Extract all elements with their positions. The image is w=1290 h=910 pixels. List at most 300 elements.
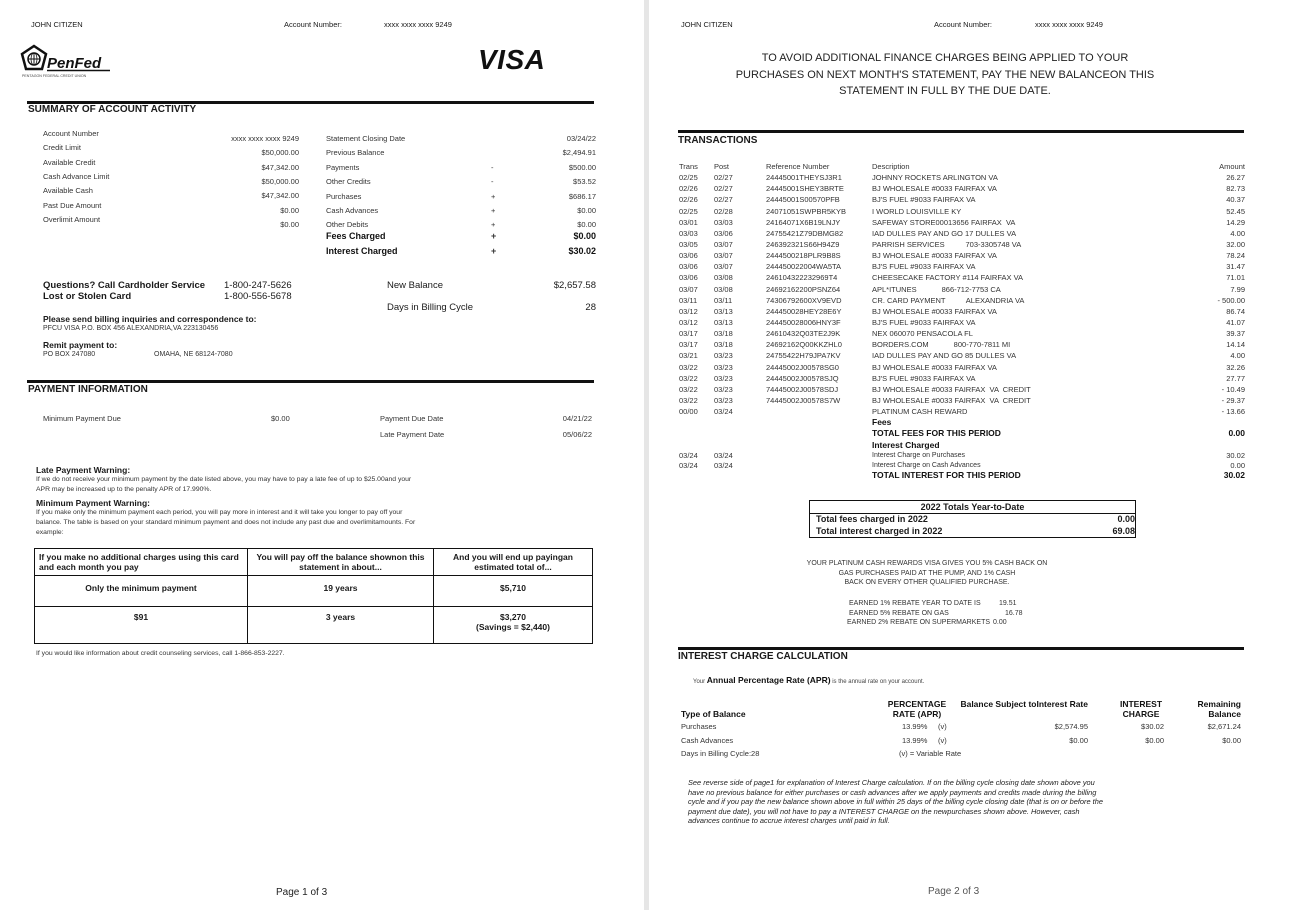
days-note: Days in Billing Cycle:28 [681,749,760,758]
summary-label: Other Debits [326,220,369,229]
page-number: Page 1 of 3 [276,887,328,898]
trans-date: 03/22 [679,395,698,405]
minimum-payment-table [34,548,593,644]
trans-date: 03/24 [679,450,698,460]
post-date: 03/06 [714,228,733,238]
statement-page-1 [0,0,644,910]
ytd-interest-row [810,526,1135,538]
post-date: 03/24 [714,407,733,417]
summary-value: $500.00 [568,163,596,172]
amount: 82.73 [1226,184,1245,194]
interest-charge: $0.00 [1145,736,1164,745]
trans-date: 03/07 [679,284,698,294]
summary-value: $0.00 [577,220,596,229]
description: IAD DULLES PAY AND GO 85 DULLES VA [872,351,1017,361]
notice-line: STATEMENT IN FULL BY THE DUE DATE. [839,85,1051,97]
summary-value: $50,000.00 [261,148,299,157]
rebate-value: 0.00 [993,619,1007,626]
new-balance-label: New Balance [387,280,443,291]
amount: 32.26 [1226,362,1245,372]
amount: 39.37 [1226,329,1245,339]
amount: - 500.00 [1217,295,1245,305]
table-cell: $5,710 [434,576,593,607]
description: BORDERS.COM 800-770-7811 MI [872,340,1011,350]
amount: 14.14 [1226,340,1245,350]
balance-type: Cash Advances [681,736,734,745]
transaction-row [679,306,1245,317]
interest-row [679,451,1245,461]
section-rule [27,380,594,383]
column-header: PERCENTAGE RATE (APR) [887,699,947,719]
penfed-logo [20,44,112,80]
post-date: 03/13 [714,317,733,327]
post-date: 03/24 [714,450,733,460]
ytd-fees-label: Total fees charged in 2022 [816,514,928,524]
post-date: 03/08 [714,273,733,283]
description: PARRISH SERVICES 703-3305748 VA [872,239,1022,249]
description: APL*ITUNES 866-712-7753 CA [872,284,1001,294]
summary-value: 03/24/22 [566,134,596,143]
customer-name: JOHN CITIZEN [31,20,83,29]
late-date-value: 05/06/22 [562,430,592,439]
table-cell [434,607,593,644]
reference-number: 24755422H79JPA7KV [766,351,841,361]
transaction-row [679,284,1245,295]
transaction-row [679,206,1245,217]
summary-value: $47,342.00 [261,163,299,172]
amount: - 10.49 [1221,384,1245,394]
amount: 86.74 [1226,306,1245,316]
transaction-row [679,362,1245,373]
disclaimer-line: have no previous balance for either purchases or cash advances after we apply payments and credits made during the billing [688,787,1097,797]
reference-number: 24445001S00570PFB [766,195,840,205]
fees-heading: Fees [872,417,892,428]
post-date: 03/07 [714,262,733,272]
trans-date: 02/25 [679,206,698,216]
column-header: Post [714,162,730,171]
column-header: Balance Subject toInterest Rate [960,699,1088,709]
due-date-label: Payment Due Date [380,414,444,423]
description: IAD DULLES PAY AND GO 17 DULLES VA [872,228,1017,238]
description: BJ'S FUEL #9033 FAIRFAX VA [872,373,976,383]
rewards-line: BACK ON EVERY OTHER QUALIFIED PURCHASE. [844,579,1010,586]
remaining-balance: $0.00 [1222,736,1241,745]
reference-number: 24445001SHEY3BRTE [766,184,844,194]
late-warning-text: If we do not receive your minimum payment by the date listed above, you may have to pay a late fee of up to $25.00and your [36,476,412,483]
apr-prefix: Your [693,679,706,685]
summary-value: $53.52 [573,177,596,186]
column-header: Description [872,162,910,171]
description: I WORLD LOUISVILLE KY [872,206,962,216]
amount: 31.47 [1226,262,1245,272]
reference-number: 246104322232969T4 [766,273,838,283]
svg-text:PENTAGON FEDERAL CREDIT UNION: PENTAGON FEDERAL CREDIT UNION [22,74,87,78]
late-date-label: Late Payment Date [380,430,445,439]
table-header: If you make no additional charges using this card and each month you pay [35,549,248,576]
transaction-row [679,395,1245,406]
remaining-balance: $2,671.24 [1207,722,1241,731]
payment-info-title: PAYMENT INFORMATION [28,384,148,395]
transaction-row [679,250,1245,261]
questions-label: Questions? Call Cardholder Service [43,280,206,291]
interest-heading: Interest Charged [872,439,940,450]
transaction-row [679,328,1245,339]
post-date: 03/08 [714,284,733,294]
variable-flag: (v) [938,736,947,745]
rebate-row [849,599,1023,609]
reference-number: 74306792600XV9EVD [766,295,842,305]
total-fees-row [679,428,1245,439]
table-row [35,607,593,644]
description: CR. CARD PAYMENT ALEXANDRIA VA [872,295,1025,305]
amount: 26.27 [1226,173,1245,183]
summary-value: $0.00 [280,206,299,215]
finance-charge-notice [649,50,1241,100]
summary-label: Available Credit [43,158,96,167]
account-number-value: xxxx xxxx xxxx 9249 [1035,20,1103,29]
transactions-title: TRANSACTIONS [678,135,758,146]
reference-number: 24692162Q00KKZHL0 [766,340,842,350]
apr-value: 13.99% [902,736,928,745]
description: CHEESECAKE FACTORY #114 FAIRFAX VA [872,273,1024,283]
due-date-value: 04/21/22 [562,414,592,423]
statement-page-2 [649,0,1290,910]
reference-number: 24164071X6B19LNJY [766,217,841,227]
post-date: 03/07 [714,239,733,249]
trans-date: 03/05 [679,239,698,249]
trans-date: 03/11 [679,295,698,305]
transaction-row [679,295,1245,306]
amount: 78.24 [1226,251,1245,261]
summary-label: Purchases [326,192,362,201]
summary-sign: - [491,177,494,186]
amount: 30.02 [1226,450,1245,460]
description: BJ WHOLESALE #0033 FAIRFAX VA [872,306,997,316]
summary-label: Account Number [43,129,99,138]
transaction-row [679,272,1245,283]
fees-charged-value: $0.00 [573,231,596,241]
description: BJ WHOLESALE #0033 FAIRFAX VA [872,362,997,372]
column-header: Remaining Balance [1197,699,1241,719]
trans-date: 03/01 [679,217,698,227]
days-billing-value: 28 [585,302,596,313]
summary-sign: - [491,163,494,172]
description: BJ'S FUEL #9033 FAIRFAX VA [872,195,976,205]
counseling-note: If you would like information about credit counseling services, call 1-866-853-2227. [36,650,285,657]
total-interest-row [679,470,1245,480]
transaction-row [679,384,1245,395]
column-header: INTEREST CHARGE [1119,699,1163,719]
min-warning-text: example: [36,529,64,536]
new-balance-value: $2,657.58 [553,280,596,291]
account-number-label: Account Number: [934,20,992,29]
summary-value: $686.17 [568,192,596,201]
trans-date: 03/22 [679,384,698,394]
lost-card-phone[interactable]: 1-800-556-5678 [224,291,292,302]
description: SAFEWAY STORE00013656 FAIRFAX VA [872,217,1016,227]
summary-label: Cash Advance Limit [43,172,110,181]
amount: 4.00 [1230,351,1245,361]
apr-value: 13.99% [902,722,928,731]
ytd-totals-box [809,500,1136,538]
fees-heading-row [679,417,1245,428]
transaction-row [679,373,1245,384]
post-date: 03/03 [714,217,733,227]
account-number-label: Account Number: [284,20,342,29]
transaction-row [679,239,1245,250]
amount: 41.07 [1226,317,1245,327]
disclaimer-line: See reverse side of page1 for explanation of Interest Charge calculation. If on the billing cycle closing date shown above you [688,778,1095,787]
apr-suffix: is the annual rate on your account. [832,679,925,685]
ytd-title: 2022 Totals Year-to-Date [810,501,1135,514]
reference-number: 2444500218PLR9B8S [766,251,841,261]
summary-value: $50,000.00 [261,177,299,186]
apr-bold: Annual Percentage Rate (APR) [706,675,831,685]
ytd-interest-label: Total interest charged in 2022 [816,525,943,536]
interest-charge: $30.02 [1141,722,1164,731]
column-header: Type of Balance [681,709,746,719]
post-date: 03/18 [714,329,733,339]
description: Interest Charge on Cash Advances [872,461,981,469]
remit-city: OMAHA, NE 68124-7080 [154,351,233,358]
trans-date: 03/12 [679,306,698,316]
post-date: 03/24 [714,460,733,470]
reference-number: 74445002J00578S7W [766,395,841,405]
reference-number: 24445002J00578SJQ [766,373,839,383]
reference-number: 24610432Q03TE2J9K [766,329,841,339]
post-date: 03/23 [714,384,733,394]
post-date: 03/11 [714,295,733,305]
interest-heading-row [679,440,1245,451]
description: BJ WHOLESALE #0033 FAIRFAX VA CREDIT [872,395,1031,405]
summary-title: SUMMARY OF ACCOUNT ACTIVITY [28,104,197,115]
amount: 32.00 [1226,239,1245,249]
variable-rate-note: (v) = Variable Rate [899,749,962,758]
reference-number: 24692162200PSNZ64 [766,284,841,294]
amount: - 13.66 [1221,407,1245,417]
min-warning-title: Minimum Payment Warning: [36,498,150,508]
description: Interest Charge on Purchases [872,451,965,459]
description: BJ'S FUEL #9033 FAIRFAX VA [872,317,976,327]
rebate-row [849,609,1023,619]
column-header: Reference Number [766,162,830,171]
fees-charged-label: Fees Charged [326,231,386,241]
amount: - 29.37 [1221,395,1245,405]
apr-note [693,675,924,685]
reference-number: 244450022004WA5TA [766,262,842,272]
trans-date: 03/21 [679,351,698,361]
amount: 52.45 [1226,206,1245,216]
table-header-row [35,549,593,576]
remit-box: PO BOX 247080 [43,351,96,358]
customer-name: JOHN CITIZEN [681,20,733,29]
rewards-line: GAS PURCHASES PAID AT THE PUMP, AND 1% CASH [838,569,1016,577]
min-warning-text: balance. The table is based on your standard minimum payment and does not include any past due and overlimitamounts. For [36,519,416,526]
rebate-label: EARNED 1% REBATE YEAR TO DATE IS [849,600,981,607]
rewards-line: YOUR PLATINUM CASH REWARDS VISA GIVES YOU 5% CASH BACK ON [806,560,1048,567]
reference-number: 24755421Z79DBMG82 [766,228,844,238]
total-fees-value: 0.00 [1228,428,1245,439]
summary-sign: + [491,192,496,201]
summary-value: $0.00 [577,206,596,215]
table-row [35,576,593,607]
disclaimer-line: advances continue to accrue interest charges until paid in full. [688,816,890,826]
post-date: 02/28 [714,206,733,216]
savings-value: (Savings = $2,440) [476,622,550,632]
description: JOHNNY ROCKETS ARLINGTON VA [872,173,998,183]
amount: 4.00 [1230,228,1245,238]
post-date: 03/23 [714,395,733,405]
rebate-value: 16.78 [1005,609,1023,617]
trans-date: 00/00 [679,407,698,417]
subject-balance: $0.00 [1069,736,1088,745]
days-billing-label: Days in Billing Cycle [387,302,474,313]
interest-charged-label: Interest Charged [326,246,398,256]
description: BJ'S FUEL #9033 FAIRFAX VA [872,262,976,272]
subject-balance: $2,574.95 [1054,722,1088,731]
trans-date: 03/22 [679,362,698,372]
amount: 27.77 [1226,373,1245,383]
summary-value: xxxx xxxx xxxx 9249 [231,134,299,143]
amount: 0.00 [1230,460,1245,470]
min-warning-text: If you make only the minimum payment each period, you will pay more in interest and it will take you longer to pay off your [36,509,403,516]
reference-number: 74445002J00578SDJ [766,384,839,394]
notice-line: PURCHASES ON NEXT MONTH'S STATEMENT, PAY THE NEW BALANCEON THIS [735,68,1155,81]
rebate-label: EARNED 2% REBATE ON SUPERMARKETS [847,619,991,626]
trans-date: 02/26 [679,195,698,205]
table-cell: 3 years [248,607,434,644]
notice-line: TO AVOID ADDITIONAL FINANCE CHARGES BEING APPLIED TO YOUR [761,52,1129,64]
rewards-message [779,559,1075,588]
account-number-value: xxxx xxxx xxxx 9249 [384,20,452,29]
column-header: Amount [1219,162,1245,171]
reference-number: 244450028006HNY3F [766,317,841,327]
table-cell: 19 years [248,576,434,607]
total-interest-label: TOTAL INTEREST FOR THIS PERIOD [872,469,1021,480]
late-warning-text: APR may be increased up to the penalty APR of 17.990%. [36,486,212,493]
column-header: Trans [679,162,698,171]
description: NEX 060070 PENSACOLA FL [872,329,973,339]
amount: 14.29 [1226,217,1245,227]
interest-row [679,461,1245,470]
transaction-row [679,183,1245,194]
trans-date: 03/17 [679,329,698,339]
reference-number: 244450028HEY28E6Y [766,306,842,316]
post-date: 02/27 [714,173,733,183]
section-rule [678,130,1244,133]
transaction-row [679,406,1245,417]
summary-label: Past Due Amount [43,201,102,210]
trans-date: 03/06 [679,251,698,261]
min-payment-value: $0.00 [271,414,290,423]
summary-label: Other Credits [326,177,371,186]
summary-sign: + [491,220,496,229]
amount: 71.01 [1226,273,1245,283]
summary-label: Available Cash [43,186,93,195]
min-payment-label: Minimum Payment Due [43,414,121,423]
trans-date: 03/12 [679,317,698,327]
pentagon-globe-icon [20,44,112,80]
transaction-row [679,339,1245,350]
summary-value: $0.00 [280,220,299,229]
trans-date: 03/17 [679,340,698,350]
table-header: You will pay off the balance shownon this statement in about... [248,549,434,576]
total-fees-label: TOTAL FEES FOR THIS PERIOD [872,428,1001,439]
description: BJ WHOLESALE #0033 FAIRFAX VA [872,184,997,194]
disclaimer-line: cycle and if you pay the new balance shown above in full within 25 days of the billing cycle closing date (that is on or before the [688,797,1103,807]
transaction-row [679,350,1245,361]
balance-type: Purchases [681,722,717,731]
summary-label: Cash Advances [326,206,379,215]
description: BJ WHOLESALE #0033 FAIRFAX VA [872,251,997,261]
summary-label: Statement Closing Date [326,134,406,143]
ytd-fees-row [810,514,1135,526]
billing-inquiries-label: Please send billing inquiries and correspondence to: [43,314,257,324]
summary-value: $47,342.00 [261,191,299,200]
transactions-header [679,161,1245,172]
total-value: $3,270 [500,612,526,622]
summary-sign: + [491,206,496,215]
post-date: 03/23 [714,351,733,361]
transaction-row [679,317,1245,328]
late-warning-title: Late Payment Warning: [36,465,131,475]
post-date: 03/23 [714,373,733,383]
transaction-row [679,194,1245,205]
ytd-interest-value: 69.08 [1112,525,1135,536]
trans-date: 03/22 [679,373,698,383]
total-interest-value: 30.02 [1223,469,1245,480]
section-rule [678,647,1244,650]
table-header: And you will end up payingan estimated total of... [434,549,593,576]
post-date: 02/27 [714,184,733,194]
rebate-list [849,599,1023,628]
svg-text:PenFed: PenFed [47,55,102,72]
reference-number: 24445002J00578SG0 [766,362,839,372]
summary-sign: + [491,246,497,256]
summary-sign: + [491,231,497,241]
interest-calc-title: INTEREST CHARGE CALCULATION [678,651,848,662]
trans-date: 03/06 [679,262,698,272]
amount: 40.37 [1226,195,1245,205]
trans-date: 03/03 [679,228,698,238]
variable-flag: (v) [938,722,947,731]
reference-number: 24071051SWPBR5KYB [766,206,847,216]
interest-charged-value: $30.02 [568,246,596,256]
disclaimer-line: payment due date), you will not have to pay a INTEREST CHARGE on the newpurchases shown above. However, cash [688,806,1080,816]
description: PLATINUM CASH REWARD [872,407,968,417]
trans-date: 03/06 [679,273,698,283]
table-cell: $91 [35,607,248,644]
transaction-row [679,172,1245,183]
post-date: 03/13 [714,306,733,316]
trans-date: 02/25 [679,173,698,183]
summary-label: Previous Balance [326,148,385,157]
rebate-label: EARNED 5% REBATE ON GAS [849,609,949,617]
post-date: 02/27 [714,195,733,205]
rebate-row [847,618,1023,628]
ytd-fees-value: 0.00 [1117,514,1135,524]
interest-disclaimer [688,778,1103,826]
transactions-rows [679,172,1245,417]
summary-label: Payments [326,163,360,172]
transaction-row [679,217,1245,228]
summary-label: Credit Limit [43,143,81,152]
rebate-value: 19.51 [999,600,1017,607]
transaction-row [679,261,1245,272]
questions-phone[interactable]: 1-800-247-5626 [224,280,292,291]
post-date: 03/23 [714,362,733,372]
transaction-row [679,228,1245,239]
